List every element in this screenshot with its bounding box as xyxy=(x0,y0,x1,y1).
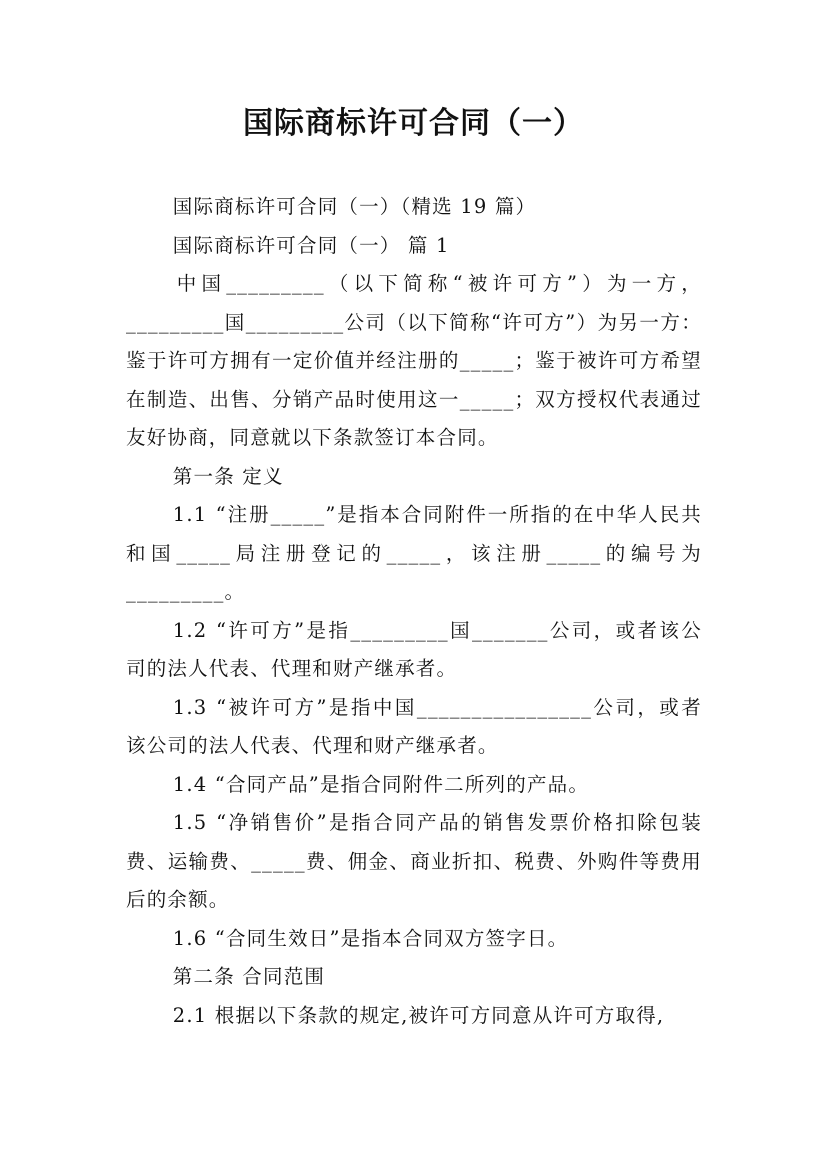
document-title: 国际商标许可合同（一） xyxy=(243,106,584,141)
clause-paragraph: 1.1 “注册_____”是指本合同附件一所指的在中华人民共和国_____局注册登记的_____，该注册_____的编号为_________。 xyxy=(126,503,702,603)
article-heading: 第二条 合同范围 xyxy=(172,965,326,988)
section-heading: 国际商标许可合同（一） 篇 1 xyxy=(172,233,450,257)
article-heading: 第一条 定义 xyxy=(172,464,284,488)
clause-paragraph: 1.3 “被许可方”是指中国________________公司，或者该公司的法人代表、代理和财产继承者。 xyxy=(126,695,702,757)
clause-paragraph: 1.4 “合同产品”是指合同附件二所列的产品。 xyxy=(172,772,590,796)
document-body xyxy=(126,188,702,1035)
preamble-paragraph: 中国_________（以下简称“被许可方”）为一方，_________国_________公司（以下简称“许可方”）为另一方：鉴于许可方拥有一定价值并经注册的_____；鉴于被许可方希望在制造、出售、分销产品时使用这一_____；双方授权代表通过友好协商，同意就以下条款签订本合同。 xyxy=(126,272,702,449)
subtitle-line: 国际商标许可合同（一）（精选 19 篇） xyxy=(172,195,537,218)
clause-paragraph: 2.1 根据以下条款的规定,被许可方同意从许可方取得, xyxy=(172,1003,665,1027)
clause-paragraph: 1.2 “许可方”是指_________国_______公司，或者该公司的法人代表、代理和财产继承者。 xyxy=(126,618,702,680)
clause-paragraph: 1.6 “合同生效日”是指本合同双方签字日。 xyxy=(172,926,569,950)
clause-paragraph: 1.5 “净销售价”是指合同产品的销售发票价格扣除包装费、运输费、_____费、佣金、商业折扣、税费、外购件等费用后的余额。 xyxy=(126,811,702,911)
